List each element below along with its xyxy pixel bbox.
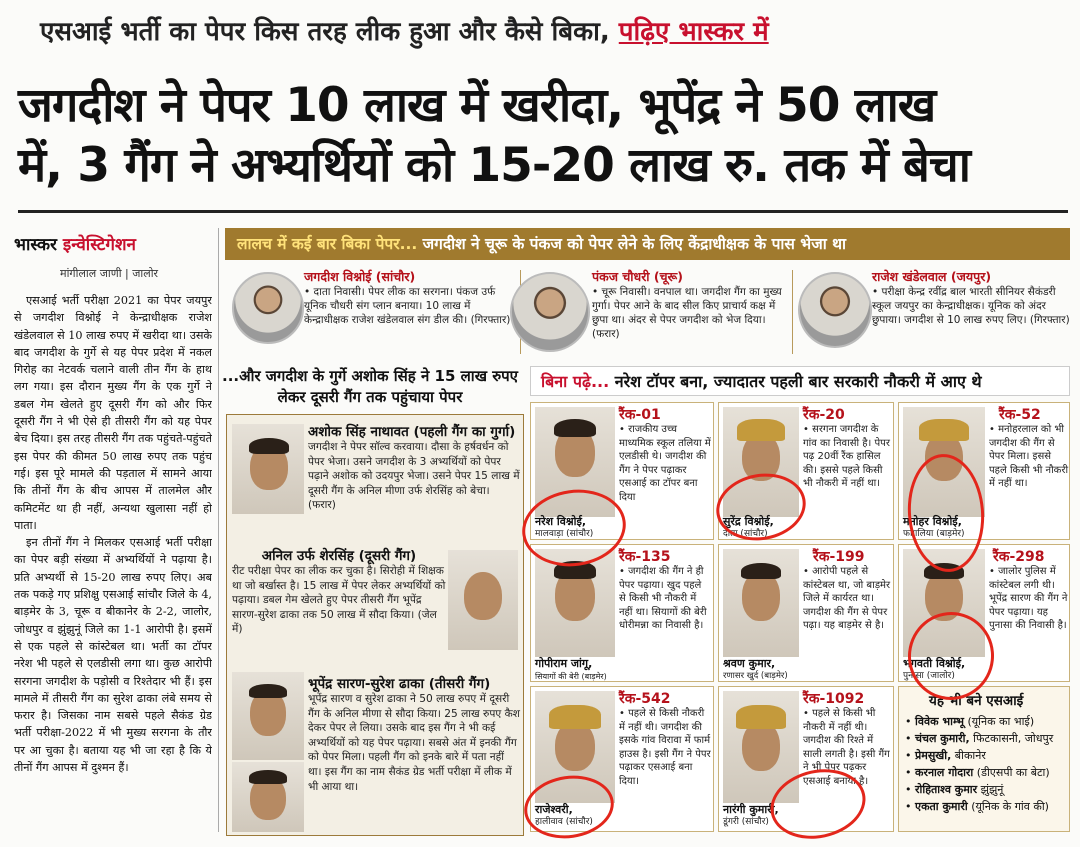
rank-text: • पहले से किसी भी नौकरी में नहीं थी। जगदीश की रिश्ते में साली लगती है। इसी गैंग ने भी पेपर पढ़कर एसआई बनाया है। [803,708,890,787]
candidate-name: राजेश्वरी, [535,803,573,816]
police-cap [736,705,786,729]
also-si-detail: (यूनिक के गांव की) [967,800,1049,813]
also-si-item: • रोहिताश्व कुमार झुंझुनूं [905,783,1004,796]
also-si-name: एकता कुमारी [915,800,968,813]
candidate-name: भगवती विश्नोई, [903,657,966,670]
also-si-name: विवेक भाम्भू [915,715,964,728]
banner-highlight: लालच में कई बार बिका पेपर... [237,235,418,253]
also-si-detail: (डीएसपी का बेटा) [973,766,1050,779]
rank-text: • जगदीश की गैंग ने ही पेपर पढ़ाया। खुद पहले से किसी भी नौकरी में नहीं था। सियागों की बेरी धोरीमन्ना का निवासी है। [619,566,707,632]
headline-line-2: में, 3 गैंग ने अभ्यर्थियों को 15-20 लाख रु. तक में बेचा [18,138,970,193]
rank-label: रैंक-01 [619,407,661,423]
page-headline [18,76,1068,196]
also-si-item: • प्रेमसुखी, बीकानेर [905,749,986,762]
candidate-name: सुरेंद्र विश्नोई, [723,515,774,528]
topper-title-text: नरेश टॉपर बना, ज्यादातर पहली बार सरकारी नौकरी में आए थे [609,372,982,391]
candidate-place: हालीवाव (सांचौर) [535,817,593,827]
police-cap [737,419,785,441]
also-si-item: • चंचल कुमारी, फिटकासनी, जोधपुर [905,732,1054,745]
candidate-place: डूंगरी (सांचौर) [723,817,769,827]
hair-shape [741,563,781,579]
section-banner [225,228,1070,260]
kicker-highlight: पढ़िए भास्कर में [618,17,769,47]
top-person-text: • परीक्षा केन्द्र रवींद्र बाल भारती सीनियर सैकंडरी स्कूल जयपुर का केन्द्राधीक्षक। यूनिक को अंदर छुपाया। जगदीश से 10 लाख रुपए लिए। (गिरफ्तार) [872,286,1070,326]
gang-person-2 [232,546,446,637]
hair-shape [249,770,287,784]
also-si-detail: (यूनिक का भाई) [963,715,1035,728]
photo-ashok [232,424,304,514]
gang-person-name: भूपेंद्र सारण-सुरेश ढाका (तीसरी गैंग) [308,676,491,692]
story-paragraph-2: इन तीनों गैंग ने मिलकर एसआई भर्ती परीक्षा का पेपर बड़ी संख्या में अभ्यर्थियों ने पढ़ाया है। प्रति अभ्यर्थी से 15-20 लाख रुपए लिए। अब तक पकड़े गए प्रशिक्षु एसआई सांचौर जिले के 4, बाड़मेर के 3, चूरू व बीकानेर के 2-2, जालोर, जोधपुर व झुंझुनूं जिले का 1-1 आरोपी है। इसमें से एक पहले से कांस्टेबल था। भर्ती का टॉपर नरेश भी पहले से एलडीसी लगा था। कुछ आरोपी सरगना जगदीश के पड़ोसी व रिश्तेदार भी हैं। इस मामले में तीसरी गैंग का सुरेश ढाका लंबे समय से फरार है। जिसका नाम सबसे पहले सैकंड ग्रेड भर्ती परीक्षा-2022 में भी मुख्य सरगना के तौर पर आ चुका है। बताया यह भी जा रहा है कि ये तीनों गैंग आपस में दुश्मन हैं। [14,536,212,775]
candidate-photo [723,549,799,657]
brand-suffix: इन्वेस्टिगेशन [62,235,136,255]
gang-person-1 [308,422,520,513]
candidate-name: नरेश विश्नोई, [535,515,587,528]
candidate-caption [723,657,823,682]
headline-line-1: जगदीश ने पेपर 10 लाख में खरीदा, भूपेंद्र ने 50 लाख [18,78,936,133]
gang-person-3 [308,674,520,794]
banner-text: जगदीश ने चूरू के पंकज को पेपर लेने के लिए केंद्राधीक्षक के पास भेजा था [417,235,847,253]
also-si-box [898,686,1070,832]
rank-label: रैंक-52 [999,407,1041,423]
photo-bhupendra [232,672,304,760]
candidate-place: मालवाड़ा (सांचौर) [535,529,594,539]
topper-section-title [530,366,1070,396]
top-person-3 [872,268,1070,327]
also-si-list [905,713,1069,815]
kicker-line [40,12,1050,48]
also-si-item: • विवेक भाम्भू (यूनिक का भाई) [905,715,1035,728]
face-shape [464,572,502,620]
divider [792,270,793,354]
header-divider [18,210,1068,213]
candidate-place: फागलिया (बाड़मेर) [903,529,965,539]
hair-shape [249,438,289,454]
top-person-text: • चूरू निवासी। वनपाल था। जगदीश गैंग का मुख्य गुर्गा। पेपर आने के बाद सील किए प्राचार्य कक्ष में छुपा था। अंदर से पेपर जगदीश को भेज दिया। (फरार) [592,286,782,340]
also-si-item: • एकता कुमारी (यूनिक के गांव की) [905,800,1049,813]
rank-text: • सरगना जगदीश के गांव का निवासी है। पेपर पढ़ 20वीं रैंक हासिल की। इससे पहले किसी भी नौकरी में नहीं था। [803,424,890,490]
photo-suresh [232,762,304,832]
rank-label: रैंक-20 [803,407,845,423]
rank-text: • जालोर पुलिस में कांस्टेबल लगी थी। भूपेंद्र सारण की गैंग ने पेपर पढ़ाया। यह पुनासा की निवासी है। [989,566,1068,632]
portrait-rajesh [798,272,872,348]
candidate-place: सियागों की बेरी (बाड़मेर) [535,672,607,681]
candidate-caption [535,657,619,682]
also-si-name: रोहिताश्व कुमार [915,783,978,796]
rank-text: • राजकीय उच्च माध्यमिक स्कूल तलिया में एलडीसी थे। जगदीश की गैंग ने पेपर पढ़ाकर एसआई का टॉपर बना दिया [619,424,711,503]
kicker-text: एसआई भर्ती का पेपर किस तरह लीक हुआ और कैसे बिका, [40,17,610,47]
candidate-place: पुनासा (जालोर) [903,671,955,681]
brand-name: भास्कर [14,235,57,255]
also-si-detail: झुंझुनूं [977,783,1004,796]
photo-anil [448,550,518,650]
story-body [14,292,212,832]
top-person-name: पंकज चौधरी (चूरू) [592,269,683,284]
rank-text: • पहले से किसी नौकरी में नहीं थी। जगदीश की इसके गांव विरावा में फार्म हाउस है। इसी गैंग ने पेपर पढ़ाकर एसआई बना दिया। [619,708,711,787]
gang-person-name: अशोक सिंह नाथावत (पहली गैंग का गुर्गा) [308,424,516,440]
rank-text: • मनोहरलाल को भी जगदीश की गैंग से पेपर मिला। इससे पहले किसी भी नौकरी में नहीं था। [989,424,1069,490]
candidate-place: रणासर खुर्द (बाड़मेर) [723,671,788,681]
brand-label [14,232,210,255]
police-cap [549,705,601,729]
top-person-1 [304,268,516,327]
rank-text: • आरोपी पहले से कांस्टेबल था, जो बाड़मेर जिले में कार्यरत था। जगदीश की गैंग से पेपर पढ़ा। यह बाड़मेर से है। [803,566,891,632]
portrait-jagdish [232,272,304,344]
column-divider [218,228,219,832]
candidate-name: श्रवण कुमार, [723,657,776,670]
topper-title-highlight: बिना पढ़े... [541,372,610,391]
top-person-name: राजेश खंडेलवाल (जयपुर) [872,269,992,284]
portrait-pankaj [510,272,590,352]
also-si-name: चंचल कुमारी, [915,732,970,745]
rank-label: रैंक-199 [813,549,865,565]
candidate-name: गोपीराम जांगू, [535,657,593,670]
police-cap [919,419,969,441]
top-person-2 [592,268,788,341]
gang-person-text: भूपेंद्र सारण व सुरेश ढाका ने 50 लाख रुपए में दूसरी गैंग के अनिल मीणा से सौदा किया। 25 लाख रुपए कैश देकर पेपर ले लिया। उसके बाद इस गैंग ने भी कई अभ्यर्थियों को यह पेपर पढ़ाया। सबसे अंत में इनकी गैंग को पेपर मिला। पहली गैंग को इनके बारे में पता नहीं था। इस गैंग का नाम सैकंड ग्रेड भर्ती परीक्षा में लीक में भी आया था। [308,693,520,793]
candidate-name: मनोहर विश्नोई, [903,515,962,528]
story-paragraph-1: एसआई भर्ती परीक्षा 2021 का पेपर जयपुर से जगदीश विश्नोई ने केन्द्राधीक्षक राजेश खंडेलवाल से 10 लाख रुपए में खरीदा था। उसके बाद जगदीश के गुर्गे से यह पेपर प्रदेश में नकल गिरोह का नेटवर्क चलाने वाली तीन गैंग के हाथ लग गया। इस दौरान मुख्य गैंग के एक गुर्गे ने डबल गेम खेलते हुए दूसरी गैंग को और फिर दूसरी गैंग ने भी ऐसे ही तीसरी गैंग को यह पेपर बेच दिया। इस तरह तीसरी गैंग तक पहुंचते-पहुंचते इस पेपर की कीमत 50 लाख रुपए तक पहुंच गई। इस पूरे मामले की पड़ताल में सामने आया कि तीनों गैंग के बीच आपस में तालमेल और कमिटमेंट था ही नहीं, अन्यथा खुलासा नहीं हो पाता। [14,294,212,532]
rank-card [718,544,894,682]
gang-person-text: रीट परीक्षा पेपर का लीक कर चुका है। सिरोही में शिक्षक था जो बर्खास्त है। 15 लाख में पेपर लेकर अभ्यर्थियों को पढ़ाया। डबल गेम खेलते हुए पेपर तीसरी गैंग भूपेंद्र सारण-सुरेश ढाका तक 50 लाख में सौदा किया। (जेल में) [232,565,446,636]
candidate-place: दाता (सांचौर) [723,529,768,539]
gang-section-title: ...और जगदीश के गुर्गे अशोक सिंह ने 15 लाख रुपए लेकर दूसरी गैंग तक पहुंचाया पेपर [222,367,518,406]
also-si-name: प्रेमसुखी, [915,749,952,762]
byline: मांगीलाल जाणी | जालोर [60,267,159,280]
also-si-title: यह भी बने एसआई [929,693,1024,709]
gang-person-name: अनिल उर्फ शेरसिंह (दूसरी गैंग) [261,548,417,564]
rank-label: रैंक-542 [619,691,671,707]
also-si-item: • करनाल गोदारा (डीएसपी का बेटा) [905,766,1050,779]
rank-label: रैंक-298 [993,549,1045,565]
top-person-name: जगदीश विश्नोई (सांचौर) [304,269,416,284]
also-si-detail: बीकानेर [951,749,986,762]
hair-shape [554,419,596,437]
gang-person-text: जगदीश ने पेपर सॉल्व करवाया। दौसा के हर्षवर्धन को पेपर भेजा। उसने जगदीश के 3 अभ्यर्थियों को पेपर पढ़ाने अशोक को उदयपुर भेजा। उसने पेपर 15 लाख में दूसरी गैंग के अनिल मीणा उर्फ शेरसिंह को बेचा। (फरार) [308,441,520,512]
rank-label: रैंक-135 [619,549,671,565]
candidate-name: नारंगी कुमारी, [723,803,779,816]
top-person-text: • दाता निवासी। पेपर लीक का सरगना। पंकज उर्फ यूनिक चौधरी संग प्लान बनाया। 10 लाख में केन्द्राधीक्षक राजेश खंडेलवाल संग डील की। (गिरफ्तार) [304,286,511,326]
also-si-name: करनाल गोदारा [915,766,974,779]
hair-shape [249,684,287,698]
also-si-detail: फिटकासनी, जोधपुर [969,732,1054,745]
rank-label: रैंक-1092 [803,691,865,707]
